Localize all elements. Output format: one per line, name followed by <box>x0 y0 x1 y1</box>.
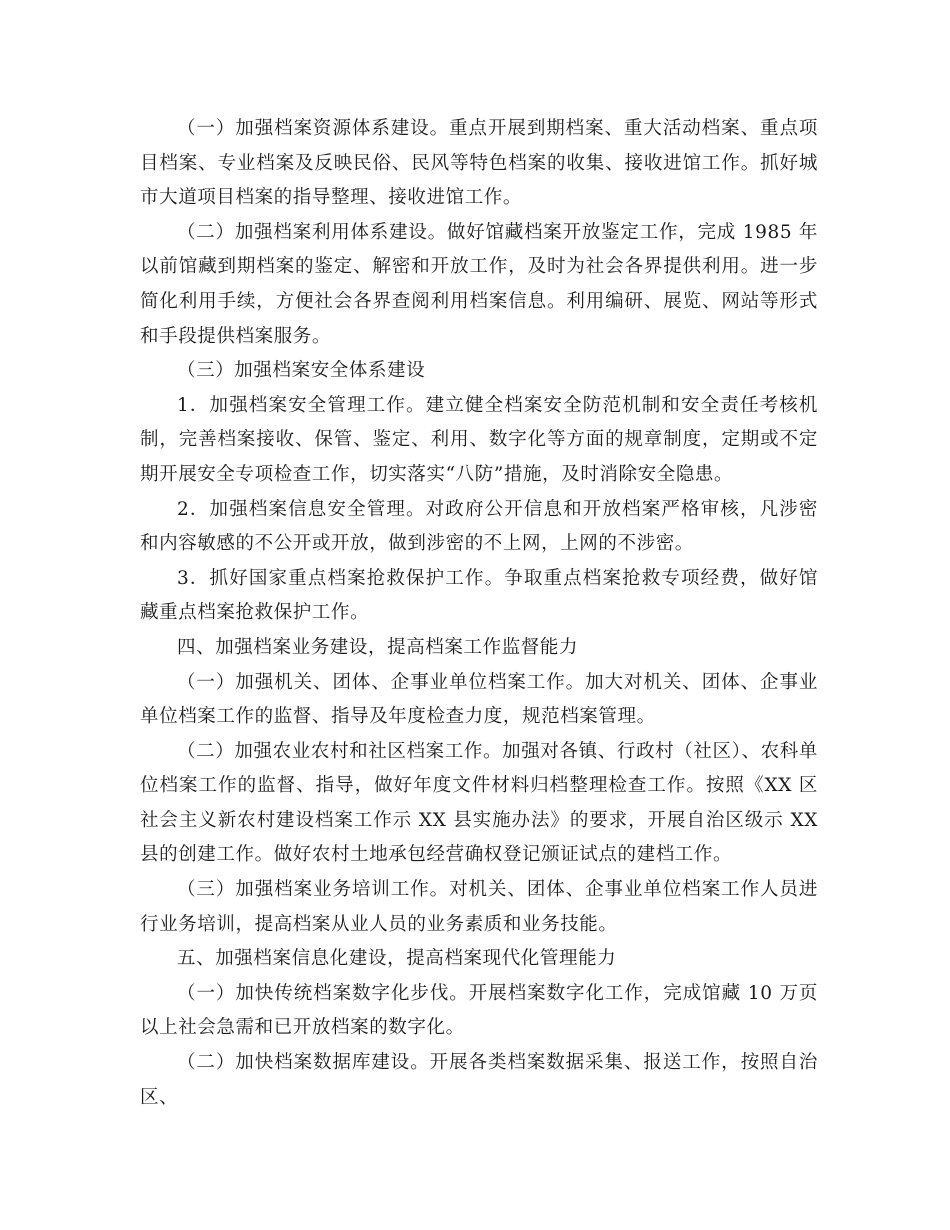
heading-security-system: （三）加强档案安全体系建设 <box>177 360 426 382</box>
paragraph-security-management: 1．加强档案安全管理工作。建立健全档案安全防范机制和安全责任考核机制，完善档案接收、保管、鉴定、利用、数字化等方面的规章制度，定期或不定期开展安全专项检查工作，切实落实“八防”措施，及时消除安全隐患。 <box>140 394 818 485</box>
paragraph-utilization-system: （二）加强档案利用体系建设。做好馆藏档案开放鉴定工作，完成 1985 年以前馆藏到期档案的鉴定、解密和开放工作，及时为社会各界提供利用。进一步简化利用手续，方便社会各界查阅利用档案信息。利用编研、展览、网站等形式和手段提供档案服务。 <box>140 221 818 347</box>
section-heading-informatization: 五、加强档案信息化建设，提高档案现代化管理能力 <box>177 948 617 970</box>
paragraph-business-training: （三）加强档案业务培训工作。对机关、团体、企事业单位档案工作人员进行业务培训，提高档案从业人员的业务素质和业务技能。 <box>140 879 818 935</box>
paragraph-key-archive-rescue: 3．抓好国家重点档案抢救保护工作。争取重点档案抢救专项经费，做好馆藏重点档案抢救保护工作。 <box>140 567 818 624</box>
section-heading-business-construction: 四、加强档案业务建设，提高档案工作监督能力 <box>177 636 579 658</box>
paragraph-database-construction: （二）加快档案数据库建设。开展各类档案数据采集、报送工作，按照自治区、 <box>140 1052 818 1108</box>
paragraph-information-security: 2．加强档案信息安全管理。对政府公开信息和开放档案严格审核，凡涉密和内容敏感的不公开或开放，做到涉密的不上网，上网的不涉密。 <box>140 498 818 555</box>
paragraph-resource-system: （一）加强档案资源体系建设。重点开展到期档案、重大活动档案、重点项目档案、专业档案及反映民俗、民风等特色档案的收集、接收进馆工作。抓好城市大道项目档案的指导整理、接收进馆工作。 <box>140 118 818 209</box>
paragraph-digitization: （一）加快传统档案数字化步伐。开展档案数字化工作，完成馆藏 10 万页以上社会急需和已开放档案的数字化。 <box>140 982 818 1039</box>
paragraph-institution-archives: （一）加强机关、团体、企事业单位档案工作。加大对机关、团体、企事业单位档案工作的监督、指导及年度检查力度，规范档案管理。 <box>140 671 818 728</box>
paragraph-rural-community-archives: （二）加强农业农村和社区档案工作。加强对各镇、行政村（社区）、农科单位档案工作的监督、指导，做好年度文件材料归档整理检查工作。按照《XX 区社会主义新农村建设档案工作示 XX 县实施办法》的要求，开展自治区级示 XX 县的创建工作。做好农村土地承包经营确权登记颁证试点的建档工作。 <box>140 740 818 866</box>
document-body <box>140 112 818 1115</box>
